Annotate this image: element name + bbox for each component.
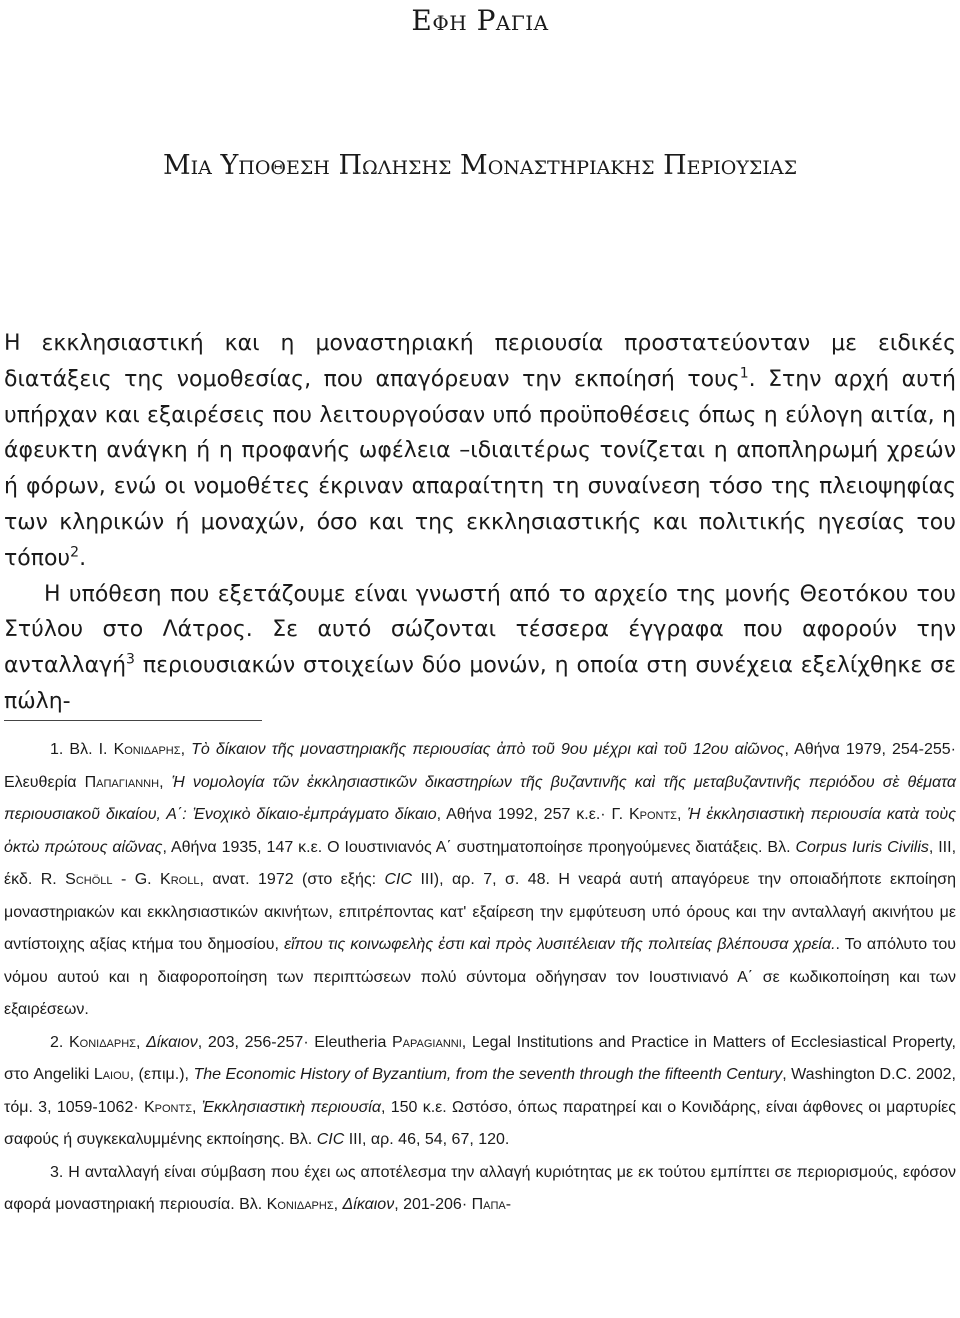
text-span: , [333,1196,343,1213]
author-name: Papagianni [392,1033,462,1051]
text-span: , [159,773,172,791]
work-title: Τὸ δίκαιον τῆς μοναστηριακῆς περιουσίας ἀπὸ τοῦ 9ου μέχρι καὶ τοῦ 12ου αἰῶνος [191,741,785,758]
work-title: Ἡ ἐκκλησιαστικὴ περιουσία κατὰ τοὺς ὀκτὼ πρώτους αἰῶνας [4,806,957,856]
text-span: 1. Βλ. Ι. [50,741,114,758]
author-name: Κονιδαρης [113,741,181,758]
author-name: Schöll [65,871,113,888]
text-span: , Αθήνα 1935, 147 κ.ε. Ο Ιουστινιανός Α΄ συστηματοποίησε προηγούμενες διατάξεις. Βλ. [162,838,796,856]
footnote-ref-3[interactable]: 3 [126,651,135,668]
text-span: . [79,545,87,571]
main-text [4,326,956,720]
work-title: Ἡ νομολογία τῶν ἐκκλησιαστικῶν δικαστηρίων τῆς βυζαντινῆς καὶ τῆς μεταβυζαντινῆς περιόδου σὲ θέματα περιουσιακοῦ δικαίου, Α΄: Ἐνοχικὸ δίκαιο-ἐμπράγματο δίκαιο [4,773,957,823]
quotation: εἴπου τις κοινωφελὴς ἐστι καὶ πρὸς λυσιτέλειαν τῆς πολιτείας βλέπουσα χρεία. [284,936,836,953]
text-span: III, αρ. 46, 54, 67, 120. [344,1131,510,1148]
footnotes [4,734,956,1222]
text-span: περιουσιακών στοιχείων δύο μονών, η οποία στη συνέχεια εξελίχθηκε σε πώλη- [4,653,956,714]
text-span: , III, έκδ. R. [4,838,957,888]
footnote-3 [4,1157,956,1222]
article-title: Μια Υποθεση Πωλησης Μοναστηριακης Περιουσιας [162,150,798,181]
text-span: 3. Η ανταλλαγή είναι σύμβαση που έχει ως αποτέλεσμα την αλλαγή κυριότητας με εκ τούτου εμπίπτει σε περιορισμούς, εφόσον αφορά μοναστηριακή περιουσία. Βλ. [4,1163,956,1213]
text-span: , Washington D.C. 2002, τόμ. 3, 1059-1062· [4,1066,957,1116]
text-span: , ανατ. 1972 (στο εξής: [199,871,385,888]
author-name: Κροντς [143,1098,193,1116]
text-span: , [192,1098,202,1116]
text-span: . Στην αρχή αυτή υπήρχαν και εξαιρέσεις που λειτουργούσαν υπό προϋποθέσεις όπως η εύλογη αιτία, η άφευκτη ανάγκη ή η προφανής ωφέλεια –ιδιαιτέρως τονίζεται η αποπληρωμή χρεών ή φόρων, ενώ οι νομοθέτες έκριναν απαραίτητη τη συναίνεση τόσο της πλειοψηφίας των κληρικών ή μοναχών, όσο και της εκκλησιαστικής και πολιτικής ηγεσίας του τόπου [4,366,957,571]
footnote-2 [4,1027,956,1157]
paragraph-1 [4,326,956,577]
text-span: , Legal Institutions and Practice in Matters of Ecclesiastical Property, στο Angeliki [4,1033,956,1083]
text-span: , 201-206· [394,1196,472,1213]
text-span: , [135,1033,147,1051]
text-span: , Αθήνα 1992, 257 κ.ε.· Γ. [436,806,629,823]
text-span: , 150 κ.ε. Ωστόσο, όπως παρατηρεί και ο Κονιδάρης, είναι άφθονες οι μαρτυρίες σαφούς ή συγκεκαλυμμένης εκποίησης. Βλ. [4,1098,957,1148]
work-title: Δίκαιον [146,1033,198,1051]
work-title: CIC [316,1131,345,1148]
work-title: Ἐκκλησιαστικὴ περιουσία [201,1098,381,1116]
running-header: Εφη Ραγια [411,4,549,37]
paragraph-2 [4,577,956,720]
author-name: Κονιδαρης [68,1033,136,1051]
text-span: , [676,806,688,823]
author-name: Παπαγιαννη [84,773,160,791]
text-span: , Αθήνα 1979, 254-255· Ελευθερία [4,741,957,791]
work-title: CIC [384,871,413,888]
footnote-ref-2[interactable]: 2 [70,544,80,561]
author-name: Kroll [160,871,200,888]
text-span: - G. [112,871,161,888]
text-span: Η εκκλησιαστική και η μοναστηριακή περιουσία προστατεύονταν με ειδικές διατάξεις της νομοθεσίας, που απαγόρευαν την εκποίησή τους [4,331,956,392]
text-span: 2. [50,1033,69,1051]
author-name: Κροντς [628,806,677,823]
footnote-divider [4,720,262,721]
footnote-1 [4,734,956,1027]
footnote-ref-1[interactable]: 1 [739,365,749,382]
text-span: III), αρ. 7, σ. 48. Η νεαρά αυτή απαγόρευε την οποιαδήποτε εκποίηση μοναστηριακών και εκκλησιαστικών ακινήτων, επιτρέποντας κατ' εξαίρεση την εμφύτευση υπό όρους και την ανταλλαγή ακινήτου με αντίστοιχης αξίας κτήμα του δημοσίου, [4,871,957,953]
work-title: Corpus Iuris Civilis [795,838,929,856]
author-name: Παπα- [471,1196,512,1213]
work-title: Δίκαιον [342,1196,395,1213]
text-span: Η υπόθεση που εξετάζουμε είναι γνωστή από το αρχείο της μονής Θεοτόκου του Στύλου στο Λάτρος. Σε αυτό σώζονται τέσσερα έγγραφα που αφορούν την ανταλλαγή [4,581,956,679]
author-name: Laiou [93,1066,130,1083]
text-span: , [180,741,192,758]
text-span: , (επιμ.), [129,1066,194,1083]
author-name: Κονιδαρης [266,1196,334,1213]
text-span: . Το απόλυτο του νόμου αυτού και η διαφοροποίηση των περιπτώσεων πολύ σύντομα οδήγησαν τον Ιουστινιανό Α΄ σε κωδικοποίηση και των εξαιρέσεων. [4,936,956,1018]
work-title: The Economic History of Byzantium, from the seventh through the fifteenth Century [193,1066,783,1083]
text-span: , 203, 256-257· Eleutheria [197,1033,392,1051]
